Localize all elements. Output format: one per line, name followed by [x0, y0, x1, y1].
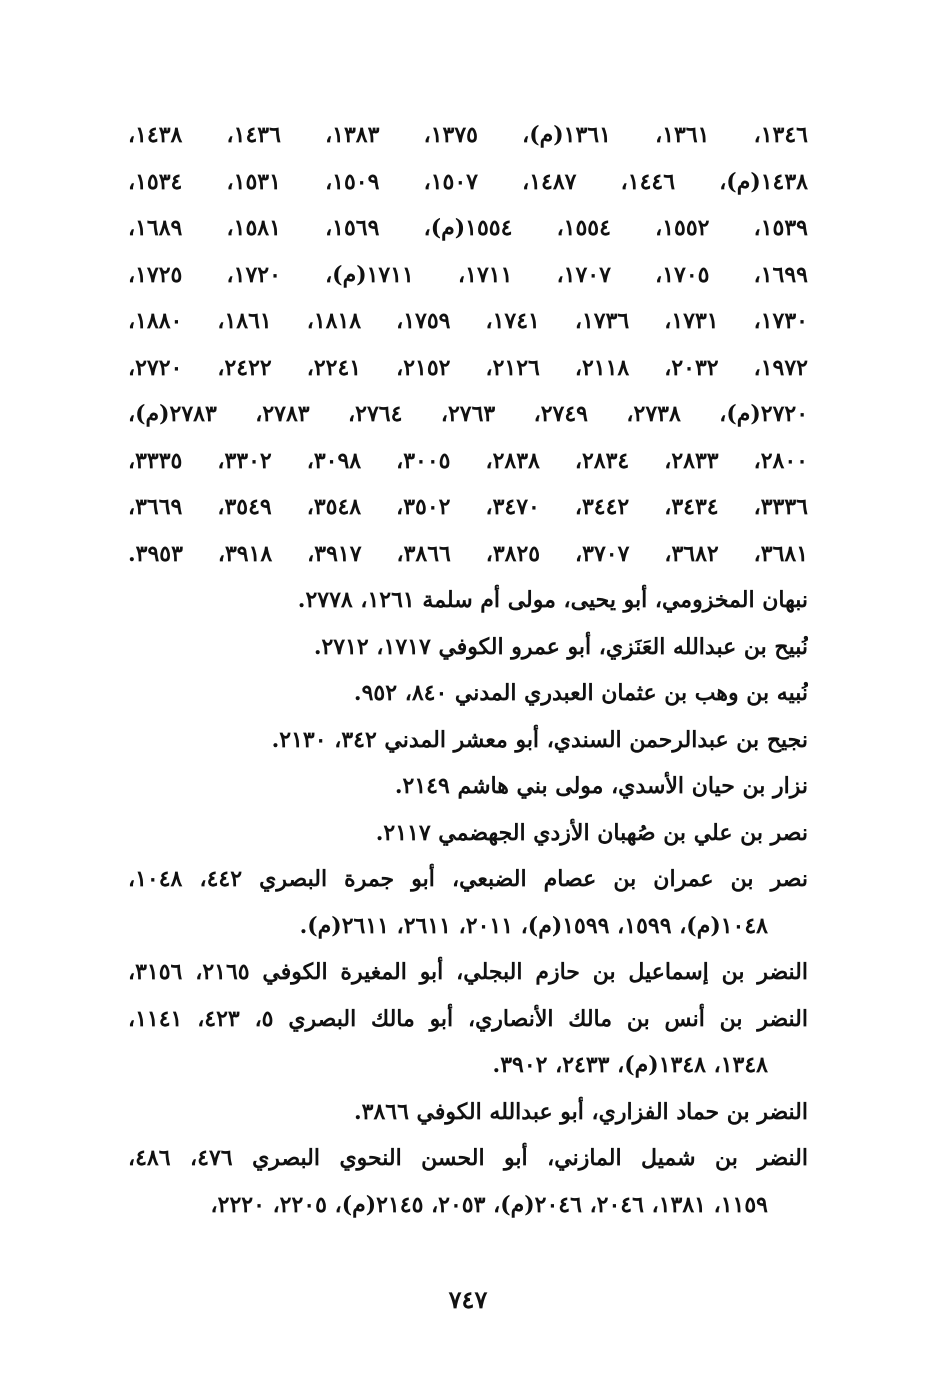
index-entry-continuation: ١٠٤٨(م)، ١٥٩٩، ١٥٩٩(م)، ٢٠١١، ٢٦١١، ٢٦١١(م).: [299, 912, 768, 939]
reference-numbers-line: ٣٣٣٦، ٣٤٣٤، ٣٤٤٢، ٣٤٧٠، ٣٥٠٢، ٣٥٤٨، ٣٥٤٩، ٣٦٦٩،: [128, 494, 808, 520]
page-number: ٧٤٧: [448, 1285, 488, 1314]
index-entry: نُبيه بن وهب بن عثمان العبدري المدني ٨٤٠، ٩٥٢.: [353, 680, 808, 706]
index-entry: نصر بن علي بن صُهبان الأزدي الجهضمي ٢١١٧.: [375, 819, 808, 846]
reference-numbers-line: ٢٨٠٠، ٢٨٣٣، ٢٨٣٤، ٢٨٣٨، ٣٠٠٥، ٣٠٩٨، ٣٣٠٢، ٣٣٣٥،: [128, 447, 808, 474]
index-entry: نبهان المخزومي، أبو يحيى، مولى أم سلمة ١٢٦١، ٢٧٧٨.: [297, 587, 808, 613]
reference-numbers-line: ١٩٧٢، ٢٠٣٢، ٢١١٨، ٢١٢٦، ٢١٥٢، ٢٢٤١، ٢٤٢٢، ٢٧٢٠،: [128, 354, 808, 381]
index-entry: النضر بن حماد الفزاري، أبو عبدالله الكوفي ٣٨٦٦.: [353, 1098, 808, 1125]
index-entry-continuation: ١١٥٩، ١٣٨١، ٢٠٤٦، ٢٠٤٦(م)، ٢٠٥٣، ٢١٤٥(م)، ٢٢٠٥، ٢٢٢٠،: [210, 1191, 768, 1218]
index-entry-continuation: ١٣٤٨، ١٣٤٨(م)، ٢٤٣٣، ٣٩٠٢.: [492, 1052, 768, 1078]
reference-numbers-line: ١٤٣٨(م)، ١٤٤٦، ١٤٨٧، ١٥٠٧، ١٥٠٩، ١٥٣١، ١٥٣٤،: [128, 168, 808, 195]
index-text-block: [128, 112, 808, 1228]
reference-numbers-line: ١٦٩٩، ١٧٠٥، ١٧٠٧، ١٧١١، ١٧١١(م)، ١٧٢٠، ١٧٢٥،: [128, 261, 808, 288]
reference-numbers-line: ١٣٤٦، ١٣٦١، ١٣٦١(م)، ١٣٧٥، ١٣٨٣، ١٤٣٦، ١٤٣٨،: [128, 122, 808, 148]
reference-numbers-line: ١٧٣٠، ١٧٣١، ١٧٣٦، ١٧٤١، ١٧٥٩، ١٨١٨، ١٨٦١، ١٨٨٠،: [128, 308, 808, 334]
index-entry: النضر بن أنس بن مالك الأنصاري، أبو مالك البصري ٥، ٤٢٣، ١١٤١،: [128, 1005, 808, 1032]
index-entry: نُبيح بن عبدالله العَنَزي، أبو عمرو الكوفي ١٧١٧، ٢٧١٢.: [313, 633, 808, 660]
index-entry: النضر بن شميل المازني، أبو الحسن النحوي البصري ٤٧٦، ٤٨٦،: [128, 1145, 808, 1171]
index-entry: النضر بن إسماعيل بن حازم البجلي، أبو المغيرة الكوفي ٢١٦٥، ٣١٥٦،: [128, 959, 808, 985]
index-entry: نصر بن عمران بن عصام الضبعي، أبو جمرة البصري ٤٤٢، ١٠٤٨،: [128, 866, 808, 892]
index-entry: نزار بن حيان الأسدي، مولى بني هاشم ٢١٤٩.: [394, 773, 808, 799]
reference-numbers-line: ٢٧٢٠(م)، ٢٧٣٨، ٢٧٤٩، ٢٧٦٣، ٢٧٦٤، ٢٧٨٣، ٢٧٨٣(م)،: [128, 401, 808, 427]
reference-numbers-line: ٣٦٨١، ٣٦٨٢، ٣٧٠٧، ٣٨٢٥، ٣٨٦٦، ٣٩١٧، ٣٩١٨، ٣٩٥٣.: [128, 540, 808, 567]
index-entry: نجيح بن عبدالرحمن السندي، أبو معشر المدني ٣٤٢، ٢١٣٠.: [271, 726, 808, 753]
reference-numbers-line: ١٥٣٩، ١٥٥٢، ١٥٥٤، ١٥٥٤(م)، ١٥٦٩، ١٥٨١، ١٦٨٩،: [128, 215, 808, 241]
